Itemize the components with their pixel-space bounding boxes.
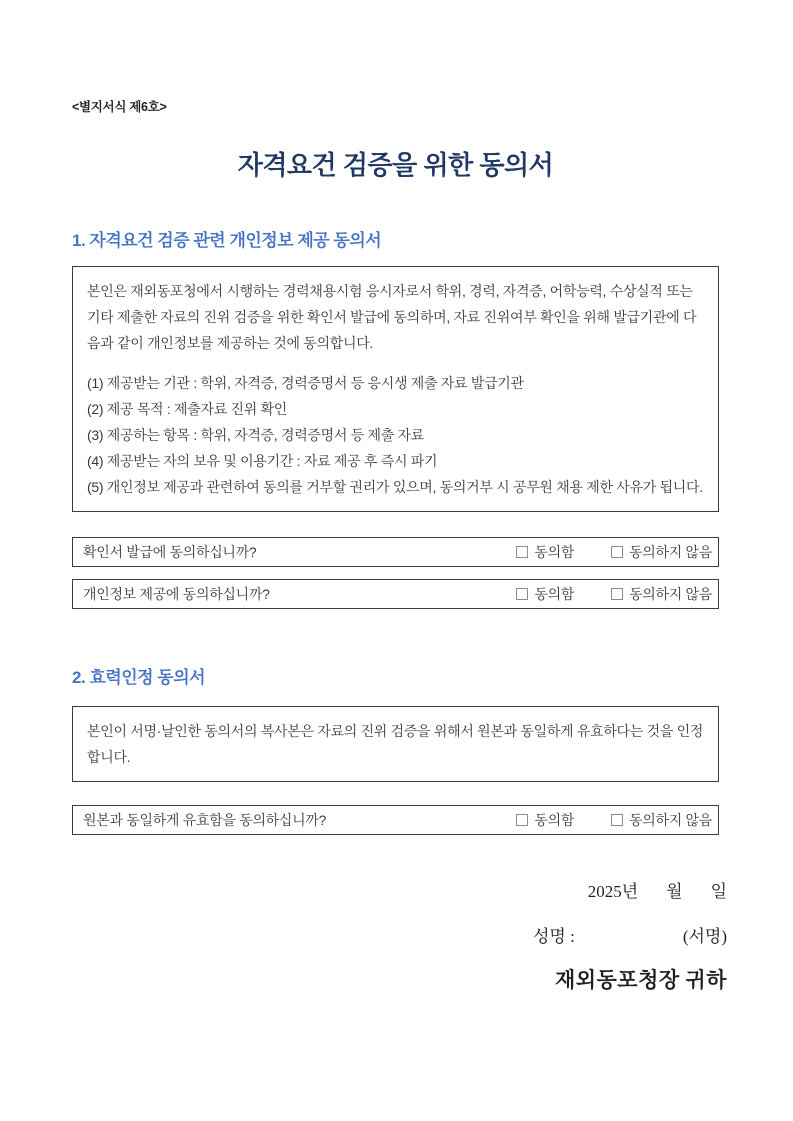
provision-item-4: (4) 제공받는 자의 보유 및 이용기간 : 자료 제공 후 즉시 파기 [87,453,438,469]
sign-here-label: (서명) [682,927,727,946]
consent-row-copy-validity [72,805,719,835]
provision-list [87,370,704,500]
consent-question: 확인서 발급에 동의하십니까? [83,544,257,560]
provision-item-2: (2) 제공 목적 : 제출자료 진위 확인 [87,401,288,417]
disagree-option[interactable] [611,584,712,604]
disagree-label: 동의하지 않음 [629,544,712,560]
checkbox-disagree-icon[interactable] [611,546,623,558]
checkbox-agree-icon[interactable] [516,546,528,558]
form-tag: <별지서식 제6호> [72,100,167,114]
agree-label: 동의함 [534,812,575,828]
agree-label: 동의함 [534,586,575,602]
agree-label: 동의함 [534,544,575,560]
consent-question: 원본과 동일하게 유효함을 동의하십니까? [83,812,327,828]
signature-recipient: 재외동포청장 귀하 [554,968,727,992]
checkbox-agree-icon[interactable] [516,588,528,600]
agree-option[interactable] [516,542,574,562]
provision-item-5: (5) 개인정보 제공과 관련하여 동의를 거부할 권리가 있으며, 동의거부 시 공무원 채용 제한 사유가 됩니다. [87,479,703,495]
provision-item-3: (3) 제공하는 항목 : 학위, 자격증, 경력증명서 등 제출 자료 [87,427,424,443]
agree-option[interactable] [516,584,574,604]
disagree-option[interactable] [611,542,712,562]
section2-info-box [72,706,719,782]
section1-heading: 1. 자격요건 검증 관련 개인정보 제공 동의서 [72,231,382,250]
signature-name-line [72,922,727,947]
consent-question: 개인정보 제공에 동의하십니까? [83,586,270,602]
checkbox-disagree-icon[interactable] [611,814,623,826]
disagree-option[interactable] [611,810,712,830]
disagree-label: 동의하지 않음 [629,812,712,828]
consent-row-certificate-issue [72,537,719,567]
section1-paragraph: 본인은 재외동포청에서 시행하는 경력채용시험 응시자로서 학위, 경력, 자격증, 어학능력, 수상실적 또는 기타 제출한 자료의 진위 검증을 위한 확인서 발급에 동의하며, 자료 진위여부 확인을 위해 발급기관에 다음과 같이 개인정보를 제공하는 것에 동의합니다. [87,283,697,351]
signature-month: 월 [666,882,683,901]
box-spacer [87,356,704,370]
section1-info-box [72,266,719,512]
disagree-label: 동의하지 않음 [629,586,712,602]
agree-option[interactable] [516,810,574,830]
section2-paragraph: 본인이 서명·날인한 동의서의 복사본은 자료의 진위 검증을 위해서 원본과 동일하게 유효하다는 것을 인정합니다. [87,723,704,765]
name-label: 성명 : [533,927,575,946]
checkbox-agree-icon[interactable] [516,814,528,826]
signature-date-line [72,877,727,902]
signature-day: 일 [710,882,727,901]
signature-block [72,877,727,994]
section2-heading: 2. 효력인정 동의서 [72,668,206,687]
signature-year: 2025년 [587,882,639,901]
provision-item-1: (1) 제공받는 기관 : 학위, 자격증, 경력증명서 등 응시생 제출 자료 발급기관 [87,375,524,391]
page-title: 자격요건 검증을 위한 동의서 [237,150,554,180]
consent-row-personal-info [72,579,719,609]
checkbox-disagree-icon[interactable] [611,588,623,600]
